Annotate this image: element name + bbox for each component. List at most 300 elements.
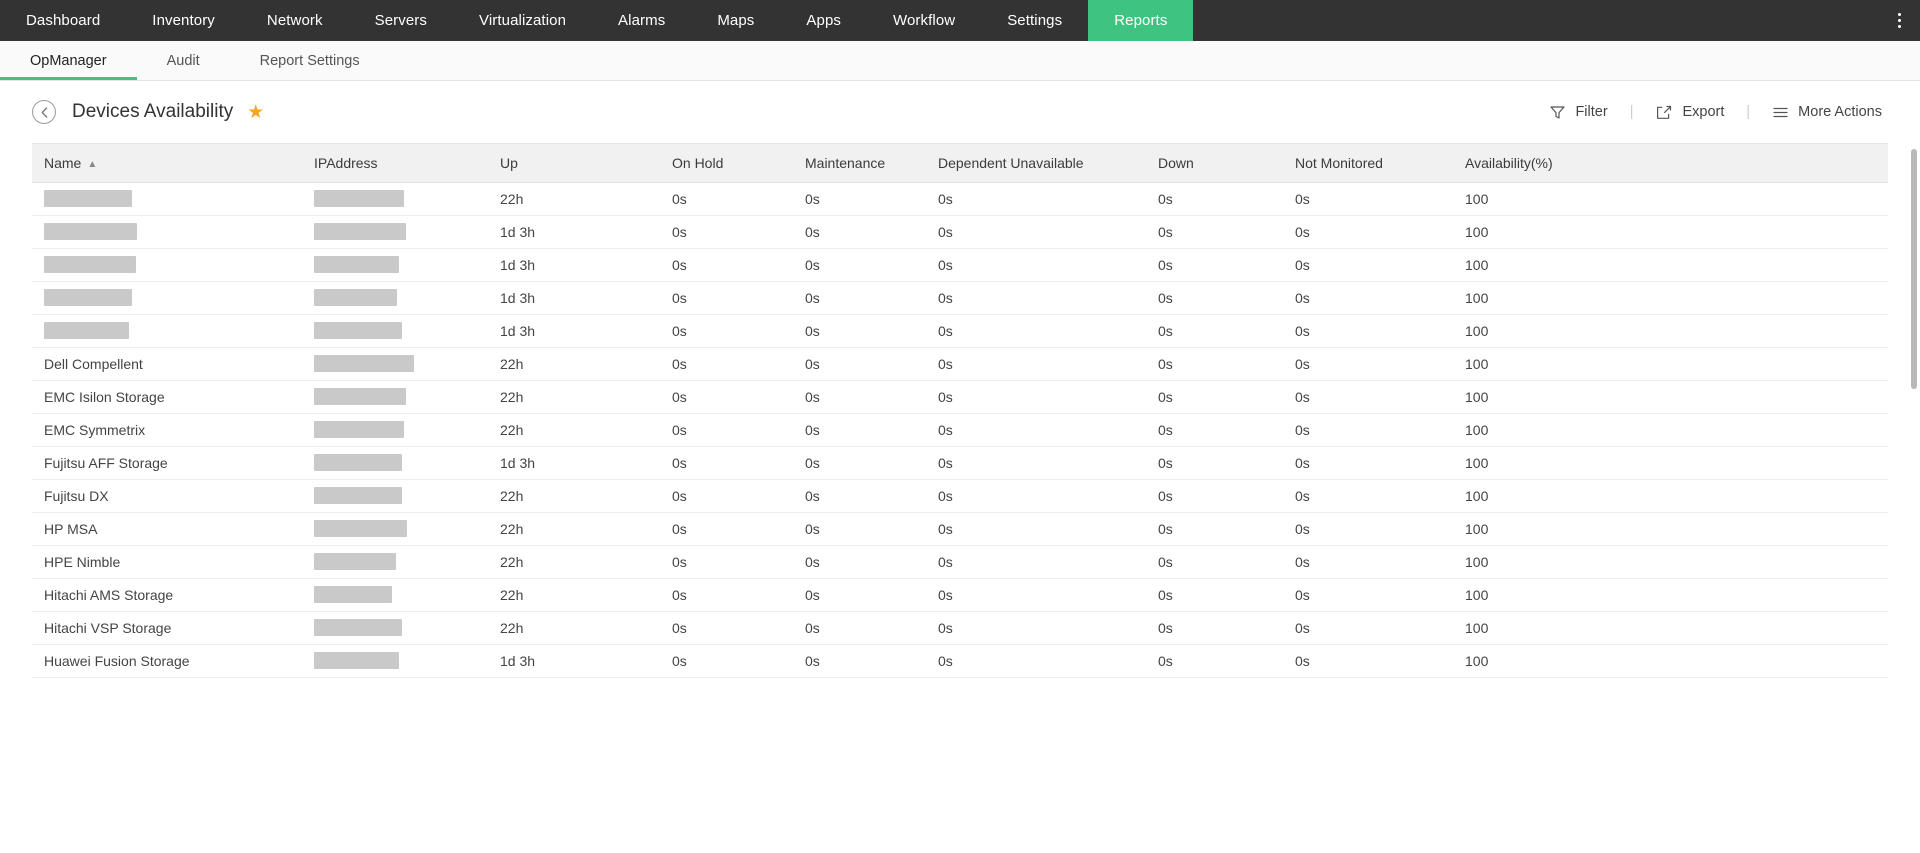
cell-availability-percent <box>1453 512 1888 545</box>
column-header-maintenance[interactable] <box>793 144 926 182</box>
up-time-text: 1d 3h <box>500 322 536 339</box>
cell-maintenance-time <box>793 545 926 578</box>
availability-percent-text: 100 <box>1465 553 1489 570</box>
cell-up-time <box>488 248 660 281</box>
up-time-text: 22h <box>500 553 524 570</box>
header-separator-2: | <box>1746 104 1751 120</box>
column-header-dependent-unavailable[interactable] <box>926 144 1146 182</box>
availability-percent-text: 100 <box>1465 190 1489 207</box>
dependent-unavailable-time-text: 0s <box>938 190 953 207</box>
redacted-value <box>314 652 399 669</box>
devices-availability-table <box>32 144 1888 678</box>
cell-availability-percent <box>1453 545 1888 578</box>
availability-percent-text: 100 <box>1465 619 1489 636</box>
device-name-text: Fujitsu DX <box>44 487 109 504</box>
cell-dependent-unavailable-time <box>926 644 1146 677</box>
down-time-text: 0s <box>1158 223 1173 240</box>
table-row[interactable] <box>32 479 1888 512</box>
maintenance-time-text: 0s <box>805 322 820 339</box>
cell-availability-percent <box>1453 281 1888 314</box>
dependent-unavailable-time-text: 0s <box>938 256 953 273</box>
not-monitored-time-text: 0s <box>1295 256 1310 273</box>
down-time-text: 0s <box>1158 520 1173 537</box>
header-separator-1: | <box>1629 104 1634 120</box>
cell-ip-address <box>302 512 488 545</box>
cell-dependent-unavailable-time <box>926 545 1146 578</box>
column-header-label: Maintenance <box>805 154 886 171</box>
dependent-unavailable-time-text: 0s <box>938 322 953 339</box>
cell-maintenance-time <box>793 182 926 215</box>
cell-ip-address <box>302 248 488 281</box>
cell-maintenance-time <box>793 314 926 347</box>
cell-maintenance-time <box>793 578 926 611</box>
subnav-item-report-settings[interactable]: Report Settings <box>259 52 360 69</box>
table-row[interactable] <box>32 248 1888 281</box>
device-name-text: Huawei Fusion Storage <box>44 652 190 669</box>
cell-maintenance-time <box>793 281 926 314</box>
cell-on-hold-time <box>660 215 793 248</box>
down-time-text: 0s <box>1158 553 1173 570</box>
list-icon <box>1772 104 1789 121</box>
maintenance-time-text: 0s <box>805 619 820 636</box>
cell-on-hold-time <box>660 545 793 578</box>
cell-device-name <box>32 479 302 512</box>
cell-maintenance-time <box>793 248 926 281</box>
on-hold-time-text: 0s <box>672 190 687 207</box>
back-button[interactable] <box>32 100 56 124</box>
down-time-text: 0s <box>1158 421 1173 438</box>
cell-up-time <box>488 347 660 380</box>
up-time-text: 22h <box>500 619 524 636</box>
on-hold-time-text: 0s <box>672 322 687 339</box>
table-row[interactable] <box>32 215 1888 248</box>
cell-not-monitored-time <box>1283 479 1453 512</box>
device-name-text: HP MSA <box>44 520 98 537</box>
maintenance-time-text: 0s <box>805 421 820 438</box>
topnav-item-alarms[interactable]: Alarms <box>618 12 666 29</box>
cell-dependent-unavailable-time <box>926 380 1146 413</box>
table-row[interactable] <box>32 644 1888 677</box>
availability-percent-text: 100 <box>1465 586 1489 603</box>
dependent-unavailable-time-text: 0s <box>938 421 953 438</box>
chevron-left-icon <box>40 107 49 118</box>
export-button[interactable] <box>1649 104 1730 121</box>
cell-not-monitored-time <box>1283 314 1453 347</box>
cell-on-hold-time <box>660 248 793 281</box>
cell-down-time <box>1146 479 1283 512</box>
up-time-text: 22h <box>500 355 524 372</box>
down-time-text: 0s <box>1158 487 1173 504</box>
table-row[interactable] <box>32 446 1888 479</box>
cell-availability-percent <box>1453 248 1888 281</box>
down-time-text: 0s <box>1158 256 1173 273</box>
cell-down-time <box>1146 182 1283 215</box>
cell-ip-address <box>302 545 488 578</box>
redacted-value <box>44 190 132 207</box>
cell-down-time <box>1146 644 1283 677</box>
cell-down-time <box>1146 281 1283 314</box>
table-row[interactable] <box>32 413 1888 446</box>
cell-up-time <box>488 380 660 413</box>
redacted-value <box>44 223 137 240</box>
availability-percent-text: 100 <box>1465 388 1489 405</box>
maintenance-time-text: 0s <box>805 289 820 306</box>
column-header-not-monitored[interactable] <box>1283 144 1453 182</box>
subnav-item-audit[interactable]: Audit <box>166 52 200 69</box>
maintenance-time-text: 0s <box>805 223 820 240</box>
cell-on-hold-time <box>660 281 793 314</box>
redacted-value <box>314 586 392 603</box>
scrollbar-thumb[interactable] <box>1911 149 1917 389</box>
cell-device-name <box>32 578 302 611</box>
cell-availability-percent <box>1453 644 1888 677</box>
cell-device-name <box>32 215 302 248</box>
column-header-label: IPAddress <box>314 154 378 171</box>
on-hold-time-text: 0s <box>672 223 687 240</box>
page-header <box>0 81 1920 143</box>
cell-on-hold-time <box>660 479 793 512</box>
availability-percent-text: 100 <box>1465 223 1489 240</box>
maintenance-time-text: 0s <box>805 652 820 669</box>
cell-on-hold-time <box>660 347 793 380</box>
cell-on-hold-time <box>660 380 793 413</box>
cell-availability-percent <box>1453 413 1888 446</box>
cell-availability-percent <box>1453 578 1888 611</box>
more-options-kebab-icon[interactable] <box>1878 0 1920 41</box>
maintenance-time-text: 0s <box>805 454 820 471</box>
up-time-text: 1d 3h <box>500 454 536 471</box>
vertical-scrollbar[interactable] <box>1910 41 1918 853</box>
down-time-text: 0s <box>1158 289 1173 306</box>
sort-ascending-icon: ▲ <box>87 158 98 170</box>
cell-maintenance-time <box>793 380 926 413</box>
cell-dependent-unavailable-time <box>926 578 1146 611</box>
cell-ip-address <box>302 644 488 677</box>
cell-up-time <box>488 578 660 611</box>
topnav-item-dashboard[interactable]: Dashboard <box>26 12 101 29</box>
cell-not-monitored-time <box>1283 413 1453 446</box>
not-monitored-time-text: 0s <box>1295 190 1310 207</box>
cell-ip-address <box>302 347 488 380</box>
cell-maintenance-time <box>793 446 926 479</box>
cell-down-time <box>1146 611 1283 644</box>
availability-percent-text: 100 <box>1465 652 1489 669</box>
cell-ip-address <box>302 182 488 215</box>
not-monitored-time-text: 0s <box>1295 289 1310 306</box>
on-hold-time-text: 0s <box>672 289 687 306</box>
cell-device-name <box>32 248 302 281</box>
dependent-unavailable-time-text: 0s <box>938 289 953 306</box>
favorite-star-icon[interactable]: ★ <box>247 101 265 123</box>
cell-not-monitored-time <box>1283 281 1453 314</box>
maintenance-time-text: 0s <box>805 520 820 537</box>
availability-percent-text: 100 <box>1465 454 1489 471</box>
cell-ip-address <box>302 281 488 314</box>
redacted-value <box>314 190 404 207</box>
cell-down-time <box>1146 347 1283 380</box>
not-monitored-time-text: 0s <box>1295 652 1310 669</box>
cell-down-time <box>1146 545 1283 578</box>
on-hold-time-text: 0s <box>672 355 687 372</box>
redacted-value <box>44 322 129 339</box>
dependent-unavailable-time-text: 0s <box>938 553 953 570</box>
redacted-value <box>314 256 399 273</box>
table-row[interactable] <box>32 182 1888 215</box>
availability-percent-text: 100 <box>1465 289 1489 306</box>
redacted-value <box>314 454 402 471</box>
cell-not-monitored-time <box>1283 545 1453 578</box>
table-body <box>32 182 1888 677</box>
redacted-value <box>314 421 404 438</box>
table-row[interactable] <box>32 611 1888 644</box>
device-name-text: Hitachi AMS Storage <box>44 586 174 603</box>
down-time-text: 0s <box>1158 322 1173 339</box>
redacted-value <box>314 520 407 537</box>
more-actions-button[interactable] <box>1766 104 1888 121</box>
cell-on-hold-time <box>660 512 793 545</box>
device-name-text: Fujitsu AFF Storage <box>44 454 168 471</box>
filter-button[interactable] <box>1543 104 1613 121</box>
maintenance-time-text: 0s <box>805 586 820 603</box>
cell-maintenance-time <box>793 347 926 380</box>
cell-up-time <box>488 512 660 545</box>
cell-up-time <box>488 611 660 644</box>
page-title: Devices Availability <box>72 101 234 122</box>
redacted-value <box>314 388 406 405</box>
cell-up-time <box>488 281 660 314</box>
cell-not-monitored-time <box>1283 215 1453 248</box>
column-header-label: Down <box>1158 154 1194 171</box>
cell-not-monitored-time <box>1283 347 1453 380</box>
filter-button-label: Filter <box>1575 104 1608 120</box>
cell-maintenance-time <box>793 215 926 248</box>
not-monitored-time-text: 0s <box>1295 454 1310 471</box>
cell-down-time <box>1146 446 1283 479</box>
column-header-up[interactable] <box>488 144 660 182</box>
on-hold-time-text: 0s <box>672 520 687 537</box>
column-header-name[interactable] <box>32 144 302 182</box>
table-row[interactable] <box>32 512 1888 545</box>
topnav-item-servers[interactable]: Servers <box>374 12 428 29</box>
not-monitored-time-text: 0s <box>1295 322 1310 339</box>
cell-maintenance-time <box>793 611 926 644</box>
dependent-unavailable-time-text: 0s <box>938 487 953 504</box>
topnav-item-reports[interactable]: Reports <box>1088 0 1193 41</box>
not-monitored-time-text: 0s <box>1295 586 1310 603</box>
topnav-item-settings[interactable]: Settings <box>1007 12 1063 29</box>
on-hold-time-text: 0s <box>672 553 687 570</box>
cell-dependent-unavailable-time <box>926 479 1146 512</box>
cell-dependent-unavailable-time <box>926 413 1146 446</box>
cell-device-name <box>32 281 302 314</box>
not-monitored-time-text: 0s <box>1295 553 1310 570</box>
dependent-unavailable-time-text: 0s <box>938 619 953 636</box>
cell-device-name <box>32 314 302 347</box>
cell-not-monitored-time <box>1283 578 1453 611</box>
redacted-value <box>44 256 136 273</box>
export-button-label: Export <box>1682 104 1725 120</box>
cell-device-name <box>32 182 302 215</box>
cell-down-time <box>1146 413 1283 446</box>
cell-availability-percent <box>1453 215 1888 248</box>
cell-ip-address <box>302 215 488 248</box>
not-monitored-time-text: 0s <box>1295 388 1310 405</box>
topnav-item-apps[interactable]: Apps <box>806 12 841 29</box>
availability-percent-text: 100 <box>1465 256 1489 273</box>
on-hold-time-text: 0s <box>672 256 687 273</box>
dependent-unavailable-time-text: 0s <box>938 454 953 471</box>
cell-device-name <box>32 545 302 578</box>
column-header-ipaddress[interactable] <box>302 144 488 182</box>
not-monitored-time-text: 0s <box>1295 619 1310 636</box>
availability-percent-text: 100 <box>1465 355 1489 372</box>
cell-up-time <box>488 644 660 677</box>
table-row[interactable] <box>32 578 1888 611</box>
up-time-text: 1d 3h <box>500 223 536 240</box>
cell-ip-address <box>302 578 488 611</box>
cell-device-name <box>32 347 302 380</box>
sub-navigation-bar <box>0 41 1920 81</box>
cell-down-time <box>1146 248 1283 281</box>
cell-on-hold-time <box>660 182 793 215</box>
down-time-text: 0s <box>1158 190 1173 207</box>
column-header-on-hold[interactable] <box>660 144 793 182</box>
cell-on-hold-time <box>660 446 793 479</box>
up-time-text: 22h <box>500 487 524 504</box>
topnav-item-network[interactable]: Network <box>266 12 323 29</box>
availability-percent-text: 100 <box>1465 487 1489 504</box>
down-time-text: 0s <box>1158 355 1173 372</box>
table-row[interactable] <box>32 347 1888 380</box>
cell-up-time <box>488 182 660 215</box>
header-actions <box>1543 104 1888 121</box>
on-hold-time-text: 0s <box>672 421 687 438</box>
cell-device-name <box>32 380 302 413</box>
redacted-value <box>314 619 402 636</box>
topnav-item-maps[interactable]: Maps <box>717 12 755 29</box>
cell-not-monitored-time <box>1283 446 1453 479</box>
column-header-label: Up <box>500 154 518 171</box>
cell-dependent-unavailable-time <box>926 182 1146 215</box>
cell-ip-address <box>302 479 488 512</box>
cell-device-name <box>32 446 302 479</box>
on-hold-time-text: 0s <box>672 454 687 471</box>
cell-dependent-unavailable-time <box>926 215 1146 248</box>
topnav-item-inventory[interactable]: Inventory <box>152 12 215 29</box>
cell-not-monitored-time <box>1283 512 1453 545</box>
device-name-text: EMC Symmetrix <box>44 421 146 438</box>
not-monitored-time-text: 0s <box>1295 487 1310 504</box>
cell-up-time <box>488 545 660 578</box>
device-name-text: Dell Compellent <box>44 355 143 372</box>
up-time-text: 22h <box>500 190 524 207</box>
dependent-unavailable-time-text: 0s <box>938 355 953 372</box>
table-row[interactable] <box>32 314 1888 347</box>
filter-icon <box>1549 104 1566 121</box>
cell-not-monitored-time <box>1283 611 1453 644</box>
cell-device-name <box>32 512 302 545</box>
maintenance-time-text: 0s <box>805 256 820 273</box>
cell-on-hold-time <box>660 578 793 611</box>
cell-up-time <box>488 413 660 446</box>
cell-ip-address <box>302 413 488 446</box>
cell-dependent-unavailable-time <box>926 446 1146 479</box>
device-name-text: Hitachi VSP Storage <box>44 619 172 636</box>
up-time-text: 1d 3h <box>500 256 536 273</box>
not-monitored-time-text: 0s <box>1295 421 1310 438</box>
cell-ip-address <box>302 446 488 479</box>
cell-maintenance-time <box>793 413 926 446</box>
dependent-unavailable-time-text: 0s <box>938 652 953 669</box>
cell-ip-address <box>302 611 488 644</box>
cell-availability-percent <box>1453 446 1888 479</box>
table-row[interactable] <box>32 545 1888 578</box>
cell-dependent-unavailable-time <box>926 248 1146 281</box>
redacted-value <box>314 223 406 240</box>
availability-percent-text: 100 <box>1465 421 1489 438</box>
up-time-text: 22h <box>500 421 524 438</box>
cell-ip-address <box>302 314 488 347</box>
down-time-text: 0s <box>1158 619 1173 636</box>
cell-maintenance-time <box>793 644 926 677</box>
column-header-down[interactable] <box>1146 144 1283 182</box>
maintenance-time-text: 0s <box>805 487 820 504</box>
cell-device-name <box>32 611 302 644</box>
column-header-label: Availability(%) <box>1465 154 1553 171</box>
export-icon <box>1655 104 1673 121</box>
on-hold-time-text: 0s <box>672 487 687 504</box>
cell-down-time <box>1146 215 1283 248</box>
table-row[interactable] <box>32 380 1888 413</box>
cell-down-time <box>1146 578 1283 611</box>
cell-not-monitored-time <box>1283 182 1453 215</box>
cell-up-time <box>488 446 660 479</box>
table-header-row <box>32 144 1888 182</box>
dependent-unavailable-time-text: 0s <box>938 520 953 537</box>
column-header-label: Not Monitored <box>1295 154 1383 171</box>
on-hold-time-text: 0s <box>672 619 687 636</box>
cell-availability-percent <box>1453 380 1888 413</box>
down-time-text: 0s <box>1158 388 1173 405</box>
cell-availability-percent <box>1453 611 1888 644</box>
maintenance-time-text: 0s <box>805 190 820 207</box>
up-time-text: 1d 3h <box>500 652 536 669</box>
cell-down-time <box>1146 314 1283 347</box>
subnav-item-opmanager[interactable]: OpManager <box>0 41 137 80</box>
cell-down-time <box>1146 380 1283 413</box>
topnav-item-virtualization[interactable]: Virtualization <box>479 12 567 29</box>
topnav-item-workflow[interactable]: Workflow <box>893 12 956 29</box>
column-header-availability[interactable] <box>1453 144 1888 182</box>
redacted-value <box>314 487 402 504</box>
cell-availability-percent <box>1453 347 1888 380</box>
up-time-text: 22h <box>500 388 524 405</box>
down-time-text: 0s <box>1158 652 1173 669</box>
maintenance-time-text: 0s <box>805 553 820 570</box>
cell-dependent-unavailable-time <box>926 347 1146 380</box>
cell-availability-percent <box>1453 314 1888 347</box>
more-actions-button-label: More Actions <box>1798 104 1882 120</box>
cell-down-time <box>1146 512 1283 545</box>
table-row[interactable] <box>32 281 1888 314</box>
dependent-unavailable-time-text: 0s <box>938 388 953 405</box>
cell-not-monitored-time <box>1283 644 1453 677</box>
cell-on-hold-time <box>660 314 793 347</box>
column-header-label: On Hold <box>672 154 724 171</box>
cell-on-hold-time <box>660 413 793 446</box>
availability-percent-text: 100 <box>1465 520 1489 537</box>
dependent-unavailable-time-text: 0s <box>938 586 953 603</box>
